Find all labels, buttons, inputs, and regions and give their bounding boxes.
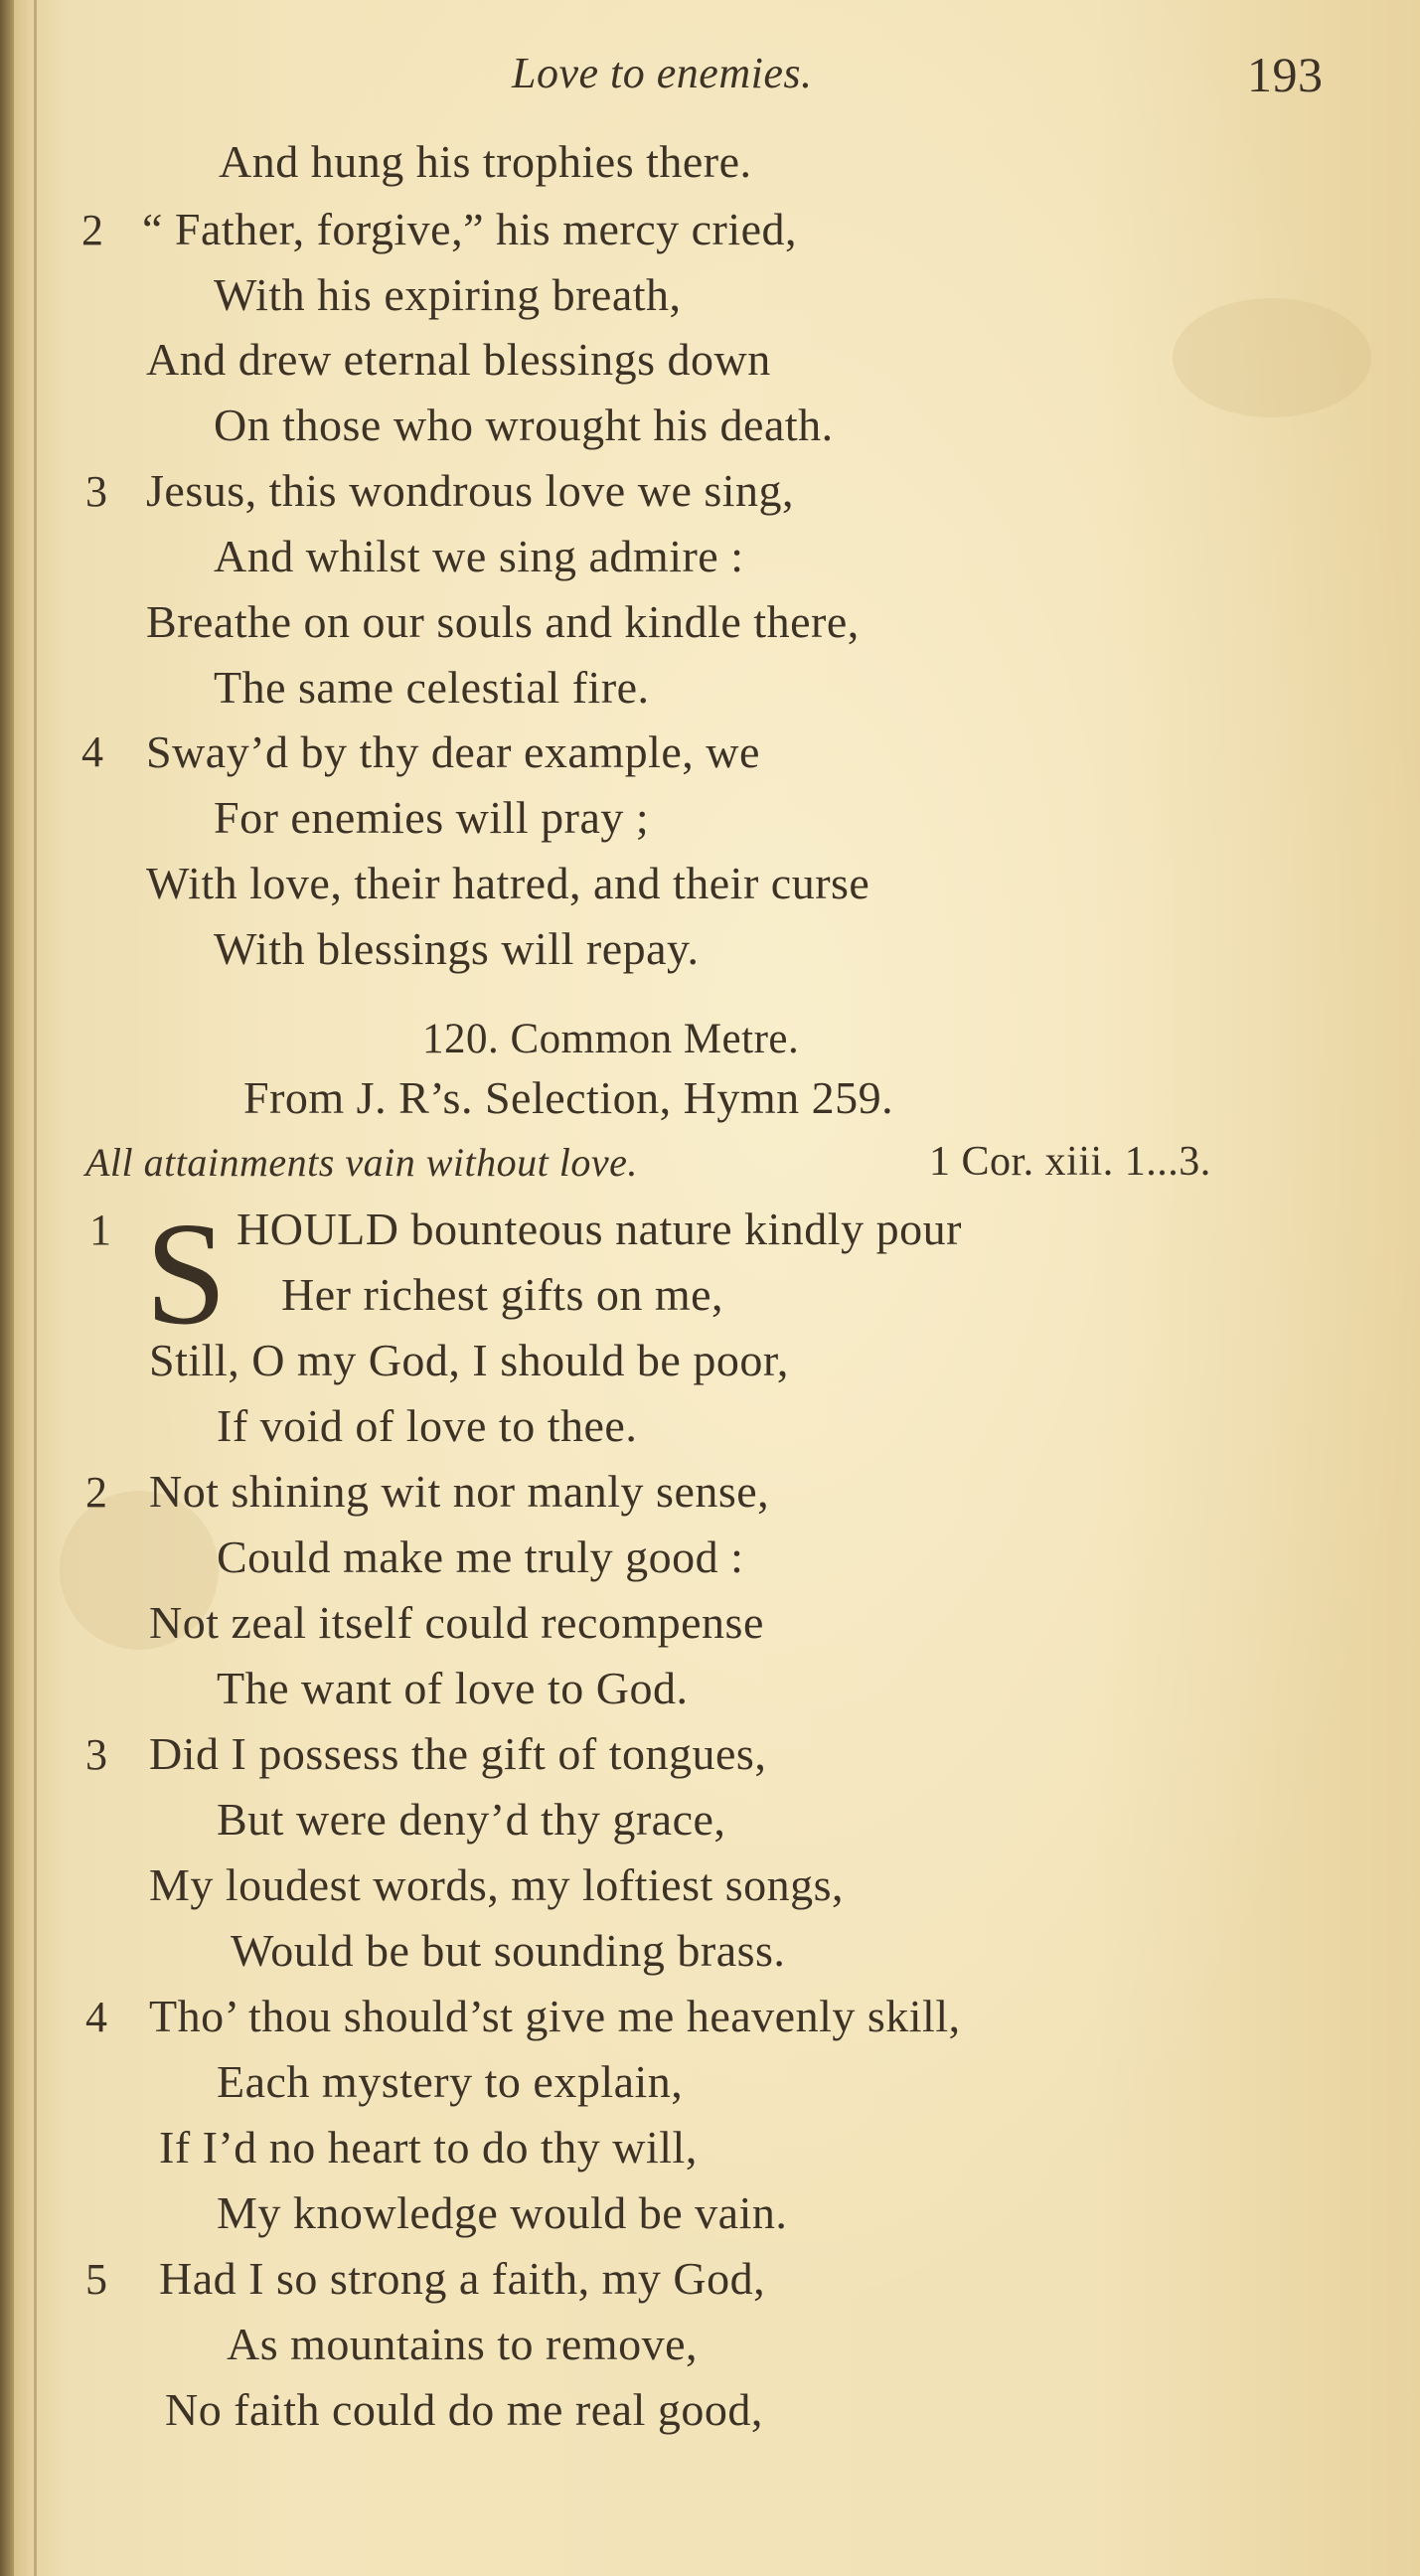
verse-line: Not zeal itself could recompense [149,1597,764,1648]
page-gutter [0,0,14,2576]
verse-line: Each mystery to explain, [217,2056,684,2107]
verse-line: With love, their hatred, and their curse [146,858,870,908]
verse-line: If void of love to thee. [217,1400,638,1451]
verse-line: The same celestial fire. [214,662,650,713]
verse-line: With his expiring breath, [214,269,682,320]
page-number: 193 [1247,47,1324,102]
verse-line: Tho’ thou should’st give me heavenly skill, [149,1991,961,2041]
page-edge-line [34,0,37,2576]
verse-line: Her richest gifts on me, [281,1269,724,1320]
verse-number: 1 [89,1206,112,1254]
verse-line: No faith could do me real good, [165,2384,763,2435]
verse-line: And hung his trophies there. [219,136,752,187]
verse-line: Had I so strong a faith, my God, [159,2253,766,2304]
verse-number: 4 [81,727,104,776]
verse-line: Jesus, this wondrous love we sing, [146,465,795,516]
verse-line: Still, O my God, I should be poor, [149,1335,789,1385]
verse-line: The want of love to God. [217,1663,689,1713]
verse-line: And drew eternal blessings down [146,334,771,385]
hymn-subject: All attainments vain without love. [85,1140,638,1185]
verse-line: Sway’d by thy dear example, we [146,726,760,777]
verse-number: 3 [85,1730,108,1779]
paper-stain [1173,298,1371,417]
verse-line: Could make me truly good : [217,1531,744,1582]
verse-number: 5 [85,2255,108,2304]
verse-line: “ Father, forgive,” his mercy cried, [142,204,798,254]
verse-line: With blessings will repay. [214,923,700,974]
verse-line: My knowledge would be vain. [217,2187,788,2238]
verse-number: 2 [85,1468,108,1517]
verse-line: And whilst we sing admire : [214,531,744,581]
verse-number: 3 [85,467,108,516]
verse-line: Did I possess the gift of tongues, [149,1728,767,1779]
verse-line: On those who wrought his death. [214,400,834,450]
verse-line: Not shining wit nor manly sense, [149,1466,770,1517]
scripture-reference: 1 Cor. xiii. 1...3. [929,1139,1211,1185]
running-head: Love to enemies. [512,49,813,97]
verse-line: Would be but sounding brass. [231,1925,786,1976]
verse-number: 4 [85,1993,108,2041]
verse-line: Breathe on our souls and kindle there, [146,596,860,647]
verse-line: As mountains to remove, [227,2319,698,2369]
drop-cap: S [145,1193,228,1356]
verse-line: For enemies will pray ; [214,792,650,843]
verse-number: 2 [81,206,104,254]
hymn-source: From J. R’s. Selection, Hymn 259. [243,1072,894,1123]
verse-line: My loudest words, my loftiest songs, [149,1859,845,1910]
verse-line: If I’d no heart to do thy will, [159,2122,698,2173]
verse-line: But were deny’d thy grace, [217,1794,726,1845]
hymn-heading: 120. Common Metre. [422,1016,800,1062]
verse-line: HOULD bounteous nature kindly pour [237,1204,962,1254]
